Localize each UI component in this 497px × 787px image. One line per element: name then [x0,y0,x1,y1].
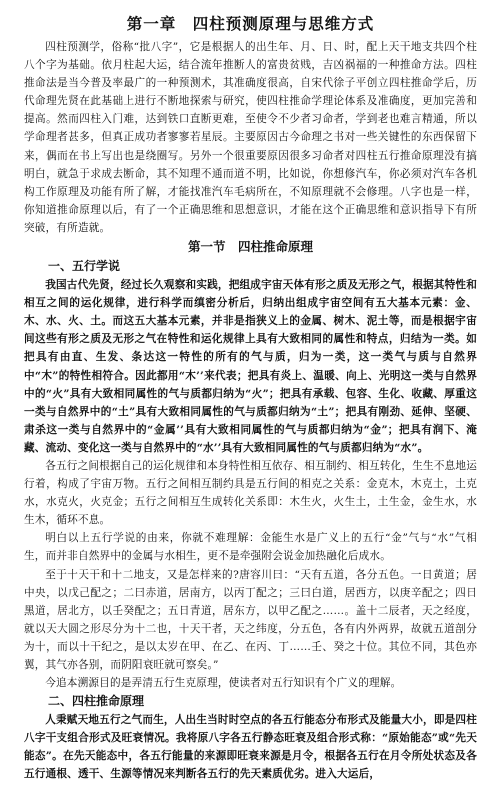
chapter-intro-paragraph: 四柱预测学，俗称“批八字”，它是根据人的出生年、月、日、时，配上天干地支共四个柱八个字为基础。依月柱起大运，结合流年推断人的富贵贫贱，吉凶祸福的一种推命方法。四柱推命法是当今普及率最广的一种预测术，其准确度很高，自宋代徐子平创立四柱推命学后，历代命理先贤在此基础上进行不断地探索与研究，使四柱推命学理论体系及准确度，更加完善和提高。然而四柱入门难，达到铁口直断更难，至使令不少者习命者，学到老也难言精通，所以学命理者甚多，但真正成功者寥寥若星辰。主要原因古今命理之书对一些关键性的东西保留下来，偶而在书上写出也是绕圈写。另外一个很重要原因很多习命者对四柱五行推命原理没有搞明白，就急于求成去断命，其不知理不通而道不明，比如说，你想修汽车，你必须对汽车各机构工作原理及功能有所了解，才能找准汽车毛病所在，不知原理就不会修理。八字也是一样，你知道推命原理以后，有了一个正确思维和思想意识，才能在这个正确思维和意识指导下有所突破，有所造就。 [24,41,477,234]
five-elements-paragraph-5: 今追本溯源目的是弄清五行生克原理，使读者对五行知识有个广义的理解。 [45,677,402,690]
chapter-title: 第一章 四柱预测原理与思维方式 [126,14,375,33]
five-elements-paragraph-2: 各五行之间根据自己的运化规律和本身特性相互依存、相互制约、相互转化，生生不息地运行着，构成了宇宙万物。五行之间相互制约具是五行间的相克之关系：金克木，木克土，土克水，水克火，火克金；五行之间相互生成转化关系即：木生火，火生土，土生金，金生水，水生木，循环不息。 [24,459,477,527]
five-elements-paragraph-3: 明白以上五行学说的由来，你就不难理解：金能生水是广义上的五行“金”气与“水”气相生，而并非自然界中的金属与水相生，更不是牵强附会说金加热融化后成水。 [24,532,477,563]
five-elements-paragraph-1: 我国古代先贤，经过长久观察和实践，把组成宇宙天体有形之质及无形之气，根据其特性和相互之间的运化规律，进行科学而缜密分析后，归纳出组成宇宙空间有五大基本元素：金、木、水、火、土。而这五大基本元素，并非是指狭义上的金属、树木、泥土等，而是根据宇宙间这些有形之质及无形之气在特性和运化规律上具有大致相同的属性和特点，归结为一类。如把具有由直、生发、条达这一特性的所有的气与质，归为一类，这一类气与质与自然界中“木”的特性相符合。因此都用“木’’来代表；把具有炎上、温暖、向上、光明这一类与自然界中的“火”具有大致相同属性的气与质都归纳为“火”；把具有承载、包容、生化、收藏、厚重这一类与自然界中的“土”具有大致相同属性的气与质都归纳为“土”；把具有刚劲、延伸、坚硬、肃杀这一类与自然界中的“金属’’具有大致相同属性的气与质都归纳为“金”；把具有润下、淹藏、流动、变化这一类与自然界中的“水’’具有大致相同属性的气与质都归纳为“水”。 [24,279,477,454]
subsection-title-principle: 二、四柱推命原理 [48,694,145,709]
five-elements-paragraph-4: 至于十天干和十二地支，又是怎样来的?唐容川曰：“天有五道，各分五色。一日黄道；居中央，以戊己配之；二曰赤道，居南方，以丙丁配之；三曰白道，居西方，以庚辛配之；四日黑道，居北方，以壬癸配之；五日青道，居东方，以甲乙配之……。盖十二辰者，天之经度，就以天大圆之形尽分为十二也，十天干者，天之纬度，分五色，各有内外两界，故就五道剖分为十，而以十干纪之，是以太岁在甲、在乙、在丙、丁……壬、癸之十位。其位不同，其色亦翼，其气亦各别，而阴阳衰旺就可察矣。” [24,568,477,671]
section-title: 第一节 四柱推命原理 [187,239,313,255]
subsection-title-five-elements: 一、五行学说 [48,259,121,274]
principle-paragraph-1: 人秉赋天地五行之气而生，人出生当时时空点的各五行能态分布形式及能量大小，即是四柱八字干支组合形式及旺衰情况。我将原八字各五行静态旺衰及组合形式称：“原始能态”或“先天能态”。在先天能态中，各五行能量的来源即旺衰来源是月令，根据各五行在月令所处状态及各五行通根、透干、生源等情况来判断各五行的先天素质优劣。进入大运后， [24,714,477,781]
